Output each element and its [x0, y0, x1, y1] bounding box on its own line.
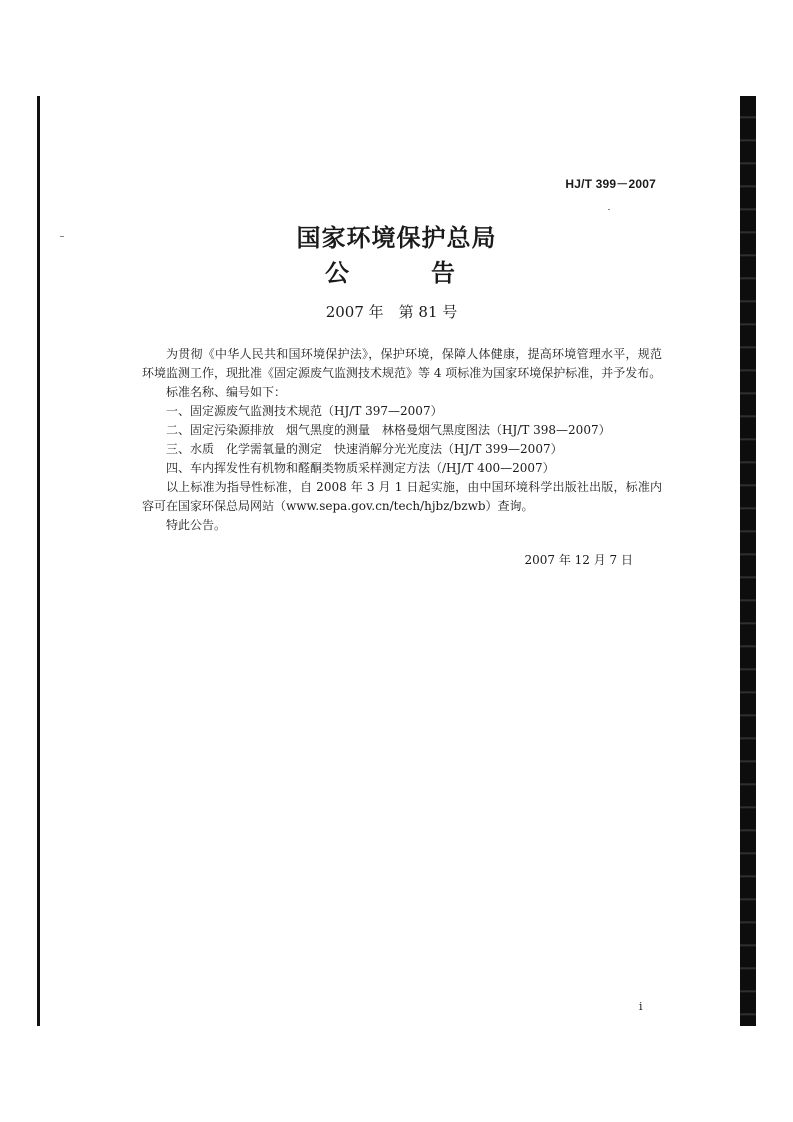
issue-date: 2007 年 12 月 7 日 — [524, 553, 633, 567]
list-item: 二、固定污染源排放 烟气黑度的测量 林格曼烟气黑度图法（HJ/T 398—2007） — [166, 423, 611, 437]
list-item: 一、固定源废气监测技术规范（HJ/T 397—2007） — [166, 404, 443, 418]
intro-paragraph: 为贯彻《中华人民共和国环境保护法》，保护环境，保障人体健康，提高环境管理水平，规范环境监测工作，现批准《固定源废气监测技术规范》等 4 项标准为国家环境保护标准，并予发布。 — [142, 347, 662, 380]
notice-title-char: 告 — [431, 259, 455, 287]
organization-title: 国家环境保护总局 — [296, 224, 497, 252]
list-item: 三、水质 化学需氧量的测定 快速消解分光光度法（HJ/T 399—2007） — [166, 442, 563, 456]
list-item: 四、车内挥发性有机物和醛酮类物质采样测定方法（/HJ/T 400—2007） — [166, 461, 555, 475]
list-heading: 标准名称、编号如下： — [166, 385, 287, 399]
notice-number: 2007 年 第 81 号 — [325, 303, 458, 321]
scan-speck — [608, 209, 610, 210]
page-number: i — [639, 1000, 643, 1013]
notice-body — [142, 345, 662, 535]
implementation-paragraph: 以上标准为指导性标准，自 2008 年 3 月 1 日起实施，由中国环境科学出版社出版，标准内容可在国家环保总局网站（www.sepa.gov.cn/tech/hjbz/bzwb）查询。 — [142, 480, 662, 513]
notice-title-char: 公 — [325, 259, 349, 287]
standard-code: HJ/T 399－2007 — [565, 177, 656, 191]
notice-title — [325, 253, 455, 288]
closing-line: 特此公告。 — [166, 518, 227, 532]
